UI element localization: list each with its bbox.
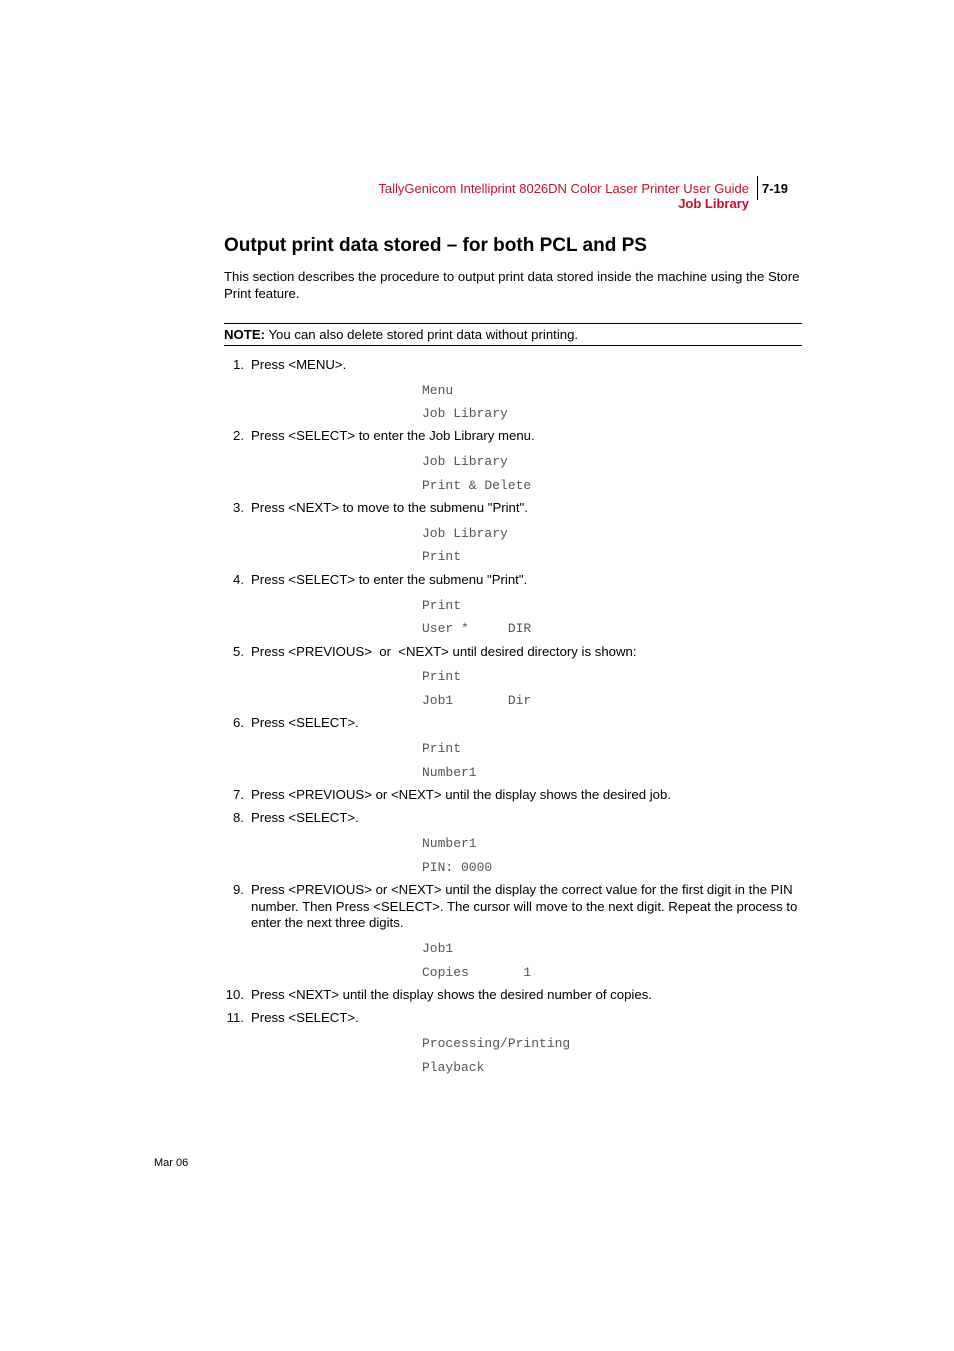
footer-date: Mar 06: [154, 1157, 189, 1169]
display-line-1: Print: [422, 669, 462, 684]
display-line-2: Print: [422, 549, 462, 564]
step-text: Press <PREVIOUS> or <NEXT> until the display the correct value for the first digit in the PIN number. Then Press <SELECT>. The cursor will move to the next digit. Repeat the process to enter the next three digits.: [251, 882, 798, 930]
step-number: 5.: [233, 644, 244, 659]
note-label: NOTE:: [224, 327, 266, 342]
step-text: Press <PREVIOUS> or <NEXT> until desired directory is shown:: [251, 644, 637, 659]
note-text: You can also delete stored print data without printing.: [265, 327, 579, 342]
display-line-2: Print & Delete: [422, 478, 532, 493]
step-text: Press <SELECT>.: [251, 810, 359, 825]
step-number: 8.: [233, 810, 244, 825]
display-line-2: Job Library: [422, 406, 508, 421]
display-line-2: Job1 Dir: [422, 693, 532, 708]
display-line-1: Job Library: [422, 454, 508, 469]
display-line-1: Menu: [422, 383, 454, 398]
section-title: Job Library: [678, 196, 749, 211]
display-line-1: Number1: [422, 836, 477, 851]
step-text: Press <NEXT> to move to the submenu "Print".: [251, 500, 528, 515]
step-text: Press <SELECT> to enter the submenu "Print".: [251, 572, 528, 587]
step-text: Press <MENU>.: [251, 357, 347, 372]
step-number: 1.: [233, 357, 244, 372]
display-line-2: User * DIR: [422, 621, 532, 636]
step-text: Press <PREVIOUS> or <NEXT> until the display shows the desired job.: [251, 787, 672, 802]
step-number: 3.: [233, 500, 244, 515]
display-line-1: Print: [422, 741, 462, 756]
display-line-2: PIN: 0000: [422, 860, 493, 875]
display-line-1: Job Library: [422, 526, 508, 541]
step-number: 2.: [233, 428, 244, 443]
guide-title: TallyGenicom Intelliprint 8026DN Color Laser Printer User Guide: [378, 181, 749, 196]
display-line-2: Number1: [422, 765, 477, 780]
step-number: 10.: [225, 987, 244, 1002]
step-number: 9.: [233, 882, 244, 897]
page-heading: Output print data stored – for both PCL and PS: [224, 235, 647, 256]
display-line-1: Print: [422, 598, 462, 613]
note: [224, 327, 578, 342]
step-text: Press <NEXT> until the display shows the desired number of copies.: [251, 987, 652, 1002]
step-number: 4.: [233, 572, 244, 587]
step-text: Press <SELECT>.: [251, 715, 359, 730]
step-text: Press <SELECT>.: [251, 1010, 359, 1025]
display-line-1: Job1: [422, 941, 454, 956]
page-number: 7-19: [762, 181, 789, 196]
step-number: 7.: [233, 787, 244, 802]
note-rule-bottom: [224, 345, 802, 346]
display-line-2: Playback: [422, 1060, 485, 1075]
step-number: 11.: [226, 1010, 244, 1025]
intro-paragraph: This section describes the procedure to output print data stored inside the machine using the Store Print feature.: [224, 269, 800, 301]
display-line-1: Processing/Printing: [422, 1036, 571, 1051]
header-divider: [757, 176, 758, 200]
step-text: Press <SELECT> to enter the Job Library menu.: [251, 428, 535, 443]
display-line-2: Copies 1: [422, 965, 532, 980]
note-rule-top: [224, 323, 802, 324]
step-number: 6.: [233, 715, 244, 730]
